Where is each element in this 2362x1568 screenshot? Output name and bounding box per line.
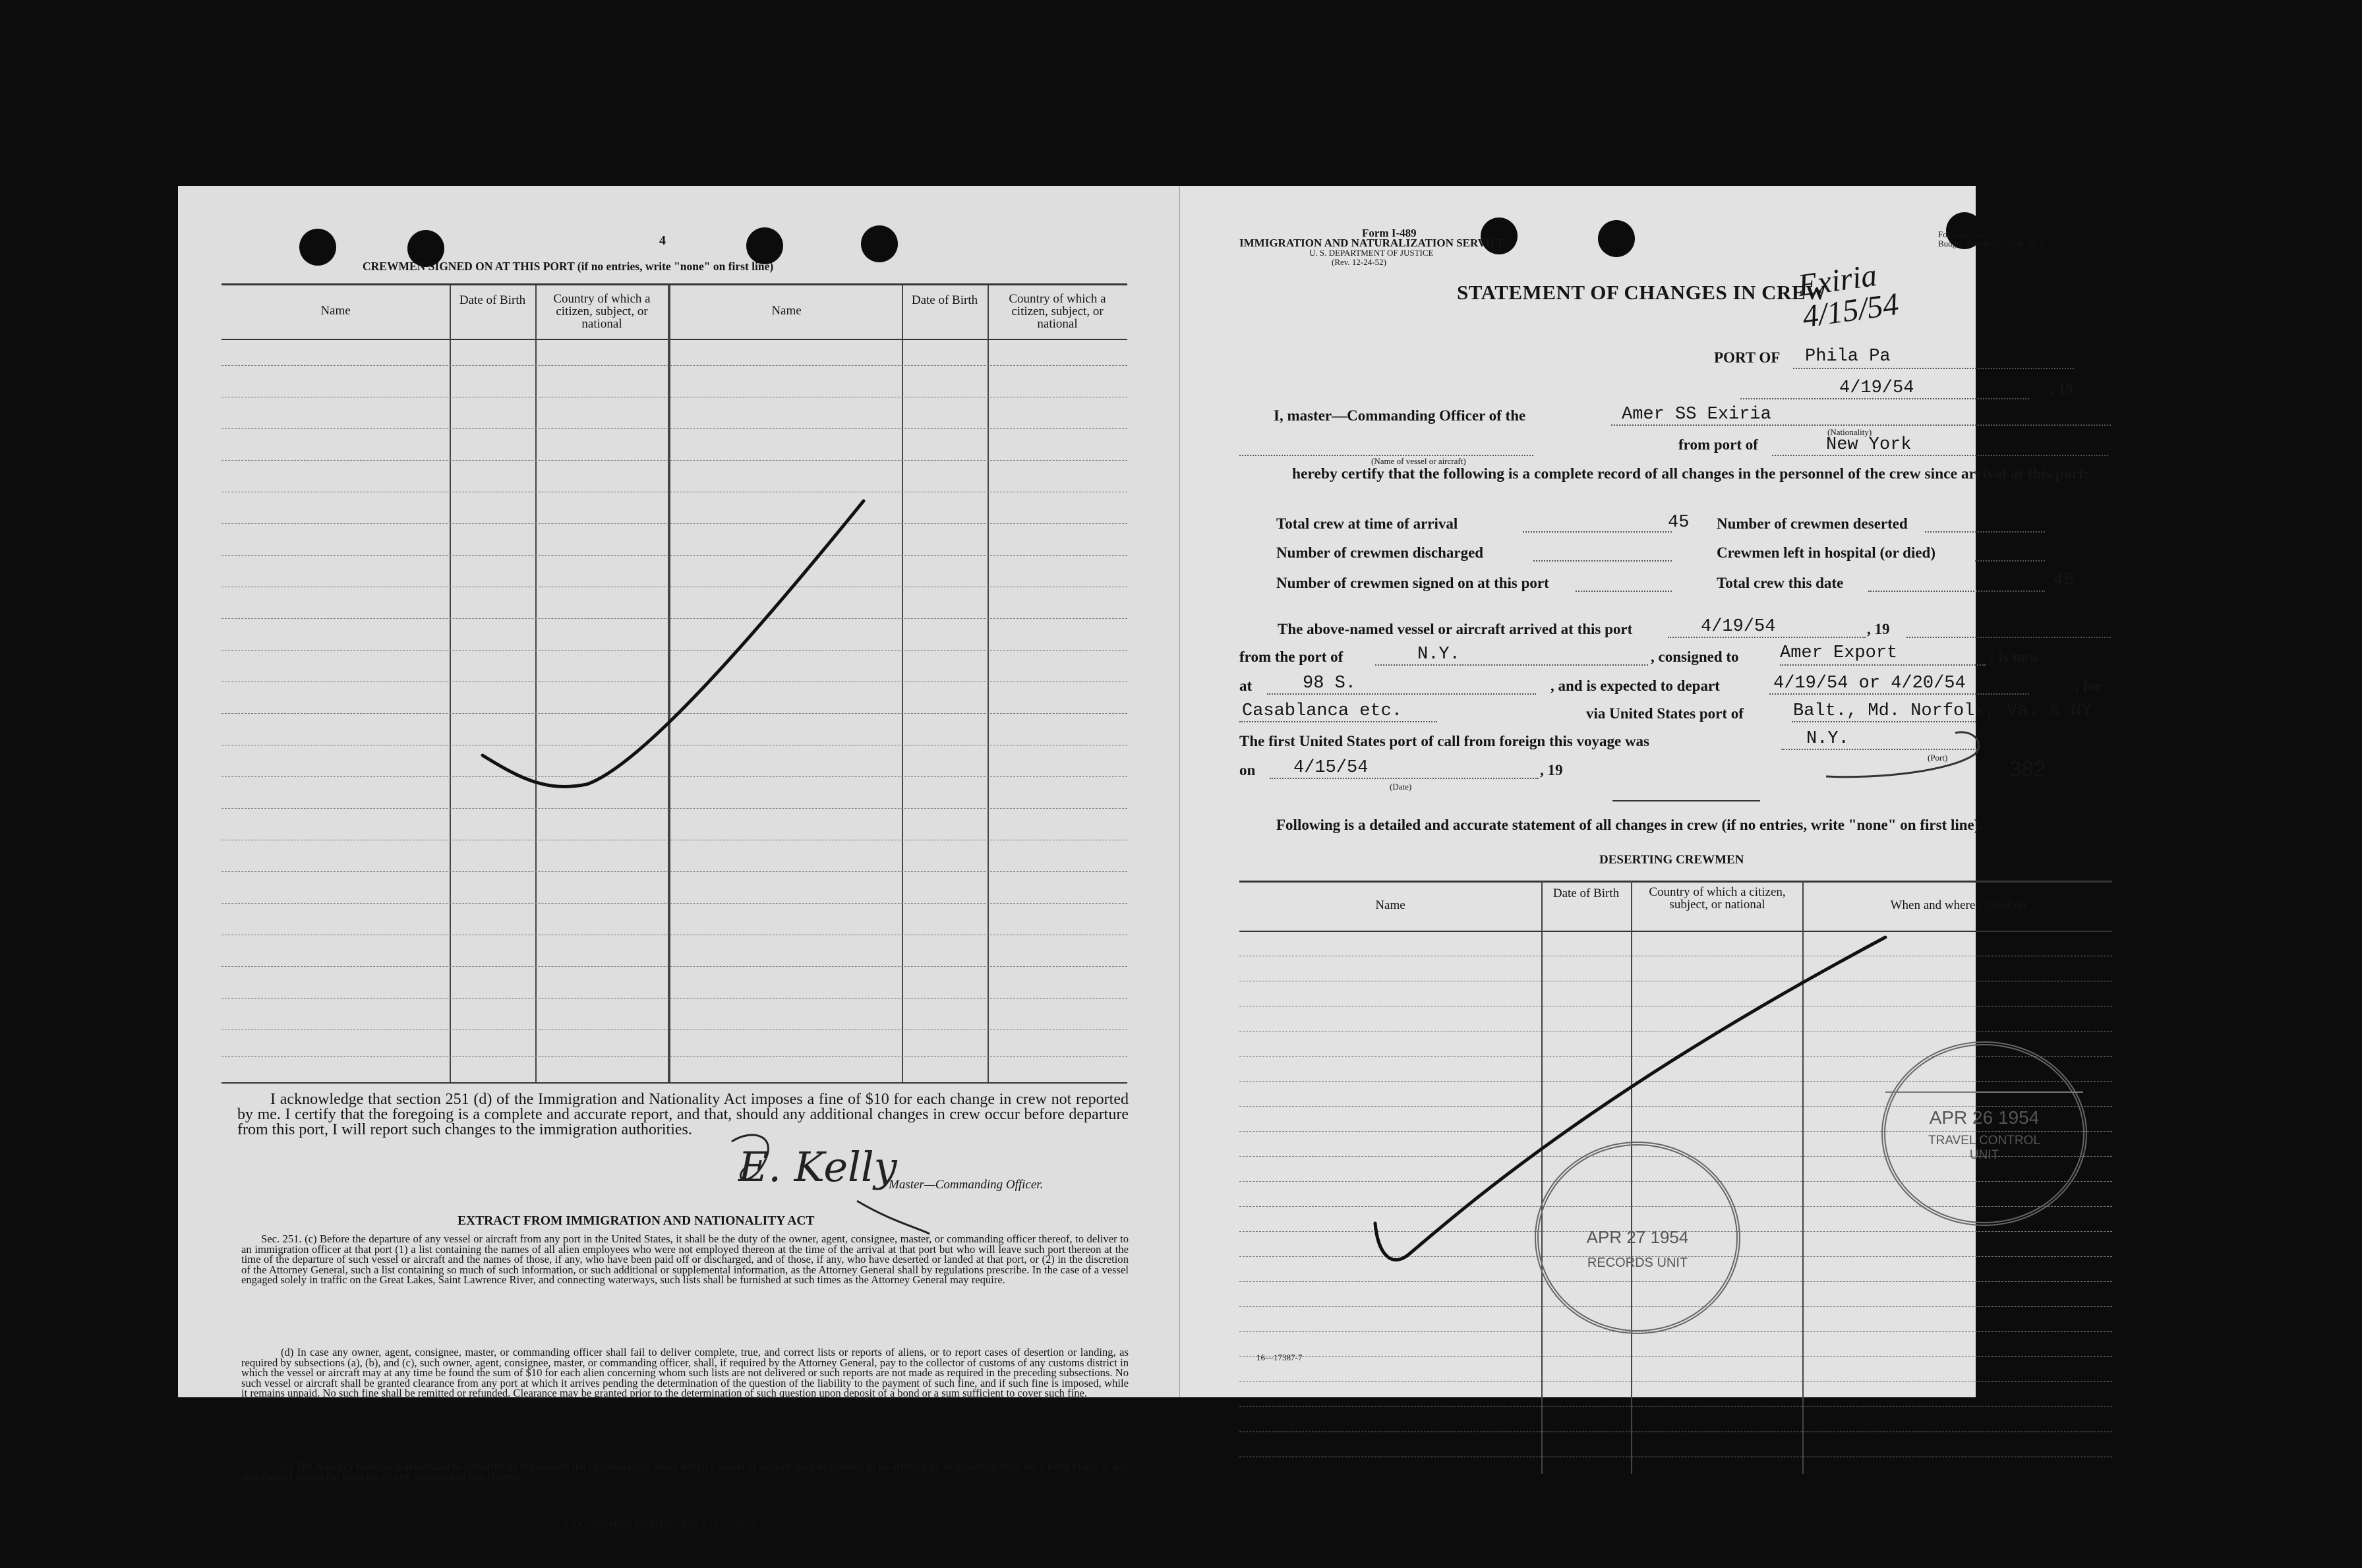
- acknowledgement-text: I acknowledge that section 251 (d) of the Immigration and Nationality Act imposes a fine of $10 for each change in crew not reported by me. I certify that the foregoing is a complete and accurate report, and that, should any additional changes in crew occur before departure from this port, I will report such changes to the immigration authorities.: [237, 1091, 1129, 1138]
- form-number: Form I-489: [1362, 227, 1417, 239]
- department-name: U. S. DEPARTMENT OF JUSTICE: [1309, 248, 1434, 258]
- stat-discharged-label: Number of crewmen discharged: [1276, 544, 1484, 561]
- extract-paragraph-1: Sec. 251. (c) Before the departure of any vessel or aircraft from any port in the United States, it shall be the duty of the owner, agent, consignee, master, or commanding officer thereof, to deliver to an immigration officer at that port (1) a list containing the names of all alien employees who were not employed thereon at the time of the arrival at that port but who will leave such port thereon at the time of the departure of such vessel or aircraft and the names of those, if any, who have been paid off or discharged, and of those, if any, who have deserted or landed at that port, or (2) in the discretion of the Attorney General, such a list containing so much of such information, or such additional or supplemental information, as the Attorney General shall by regulations prescribe. In the case of a vessel engaged solely in traffic on the Great Lakes, Saint Lawrence River, and connecting waterways, such lists shall be furnished at such times as the Attorney General may require.: [241, 1233, 1129, 1287]
- stat-deserted-label: Number of crewmen deserted: [1717, 515, 1908, 532]
- arrived-year: , 19: [1867, 621, 1890, 637]
- stat-hospital-label: Crewmen left in hospital (or died): [1717, 544, 1935, 561]
- header-name: Name: [320, 304, 351, 318]
- stat-total-label: Total crew this date: [1717, 575, 1844, 591]
- arrived-value: 4/19/54: [1701, 617, 1776, 637]
- left-page: [178, 186, 1181, 1528]
- at-label: at: [1239, 678, 1253, 694]
- extract-paragraph-3: (e) The Attorney General is authorized to prescribe by regulations the circumstances under which a vessel or aircraft shall be deemed to be arriving in, or departing from the United States or any port thereof within the meaning of any provision of this chapter.: [241, 1460, 1129, 1483]
- punch-hole: [2055, 212, 2092, 249]
- date-caption: (Date): [1390, 782, 1412, 792]
- cancel-check-mark: [178, 186, 1181, 1175]
- year-suffix: , 19: [2050, 381, 2073, 397]
- stat-total-value: 45: [2053, 571, 2075, 591]
- extract-title: EXTRACT FROM IMMIGRATION AND NATIONALITY ACT: [458, 1214, 815, 1228]
- agency-name: IMMIGRATION AND NATURALIZATION SERVICE: [1239, 237, 1506, 249]
- from-port-value: New York: [1826, 435, 1912, 455]
- for-label: , for: [2075, 678, 2102, 694]
- via-value: Balt., Md. Norfolk, Va. & NY: [1793, 701, 2092, 721]
- from-the-port-label: from the port of: [1239, 649, 1343, 665]
- handwritten-annotation: Exiria 4/15/54: [1796, 257, 1901, 335]
- svg-text:E. Kelly: E. Kelly: [738, 1143, 897, 1191]
- right-page: [1180, 186, 2102, 1397]
- header-country-2: Country of which a citizen, subject, or national: [1009, 292, 1106, 331]
- extract-paragraph-2: (d) In case any owner, agent, consignee, master, or commanding officer shall fail to deliver complete, true, and correct lists or reports of aliens, or to report cases of desertion or landing, as required by subsections (a), (b), and (c), such owner, agent, consignee, master, or commanding officer, shall, if required by the Attorney General, pay to the collector of customs of any customs district in which the vessel or aircraft may at any time be found the sum of $10 for each alien concerning whom such lists are not delivered or such reports are not made as required in the preceding subsections. No such vessel or aircraft shall be granted clearance from any port at which it arrives pending the determination of the question of the liability to the payment of such fine, and if such fine is imposed, while it remains unpaid. No such fine shall be remitted or refunded. Clearance may be granted prior to the determination of such question upon deposit of a bond or a sum sufficient to cover such fine.: [241, 1346, 1129, 1400]
- depart-value: 4/19/54 or 4/20/54: [1773, 674, 1966, 693]
- report-date: 4/19/54: [1839, 378, 1914, 398]
- deserting-header-when: When and where signed on: [1890, 898, 2027, 912]
- via-label: via United States port of: [1586, 705, 1744, 722]
- deserting-header-country: Country of which a citizen, subject, or national: [1649, 885, 1786, 912]
- consigned-label: , consigned to: [1651, 649, 1739, 665]
- on-label: on: [1239, 762, 1256, 778]
- printer-note: U. S. GOVERNMENT PRINTING OFFICE 16—17387-7: [554, 1519, 755, 1528]
- at-value: 98 S.: [1303, 674, 1357, 693]
- records-unit-stamp: APR 27 1954 RECORDS UNIT: [1535, 1142, 1740, 1334]
- vessel-caption: (Name of vessel or aircraft): [1371, 456, 1466, 466]
- budget-number: Budget Bureau No. 43-R146.4.: [1938, 239, 2046, 248]
- form-title: STATEMENT OF CHANGES IN CREW: [1457, 281, 1827, 304]
- stat-arrival-label: Total crew at time of arrival: [1276, 515, 1458, 532]
- destination-value: Casablanca etc.: [1242, 701, 1403, 721]
- header-country: Country of which a citizen, subject, or national: [553, 292, 651, 331]
- page-number: 4: [659, 233, 666, 248]
- port-value: Phila Pa: [1805, 347, 1891, 366]
- certify-text: hereby certify that the following is a complete record of all changes in the personnel of the crew since arrival at this port:: [1292, 465, 2089, 482]
- deserting-header-name: Name: [1375, 898, 1405, 912]
- form-revision: (Rev. 12-24-52): [1332, 257, 1386, 267]
- deserting-title: DESERTING CREWMEN: [1599, 853, 1744, 867]
- signature-caption: Master—Commanding Officer.: [889, 1178, 1044, 1192]
- travel-control-stamp: APR 26 1954 TRAVEL CONTROL UNIT: [1881, 1041, 2087, 1226]
- port-caption: (Port): [1928, 753, 1948, 763]
- from-the-port-value: N.Y.: [1417, 645, 1460, 664]
- header-name-2: Name: [771, 304, 802, 318]
- nationality-caption: (Nationality): [1827, 427, 1872, 437]
- depart-label: , and is expected to depart: [1550, 678, 1720, 694]
- master-text: I, master—Commanding Officer of the: [1274, 407, 1526, 424]
- on-value: 4/15/54: [1293, 758, 1369, 778]
- right-printer-note: 16—17387-7: [1256, 1352, 1303, 1362]
- header-dob: Date of Birth: [459, 293, 526, 307]
- arrived-label: The above-named vessel or aircraft arrived at this port: [1278, 621, 1633, 637]
- from-port-label: from port of: [1678, 436, 1758, 453]
- vessel-value: Amer SS Exiria: [1622, 405, 1771, 424]
- following-text: Following is a detailed and accurate statement of all changes in crew (if no entries, write "none" on first line).: [1276, 817, 1984, 833]
- port-label: PORT OF: [1714, 349, 1781, 366]
- is-now-label: ; is now: [1990, 649, 2040, 665]
- reference-number: 382: [2009, 757, 2046, 781]
- section-title: CREWMEN SIGNED ON AT THIS PORT (if no entries, write "none" on first line): [363, 260, 774, 273]
- on-year: , 19: [1540, 762, 1563, 778]
- first-port-value: N.Y.: [1806, 729, 1849, 749]
- consigned-value: Amer Export: [1780, 643, 1898, 663]
- header-dob-2: Date of Birth: [911, 293, 978, 307]
- first-port-label: The first United States port of call from foreign this voyage was: [1239, 733, 1649, 749]
- stat-signed-on-label: Number of crewmen signed on at this port: [1276, 575, 1549, 591]
- deserting-header-dob: Date of Birth: [1552, 886, 1620, 900]
- stat-arrival-value: 45: [1668, 513, 1690, 533]
- form-approval: Form approved.: [1938, 229, 1993, 239]
